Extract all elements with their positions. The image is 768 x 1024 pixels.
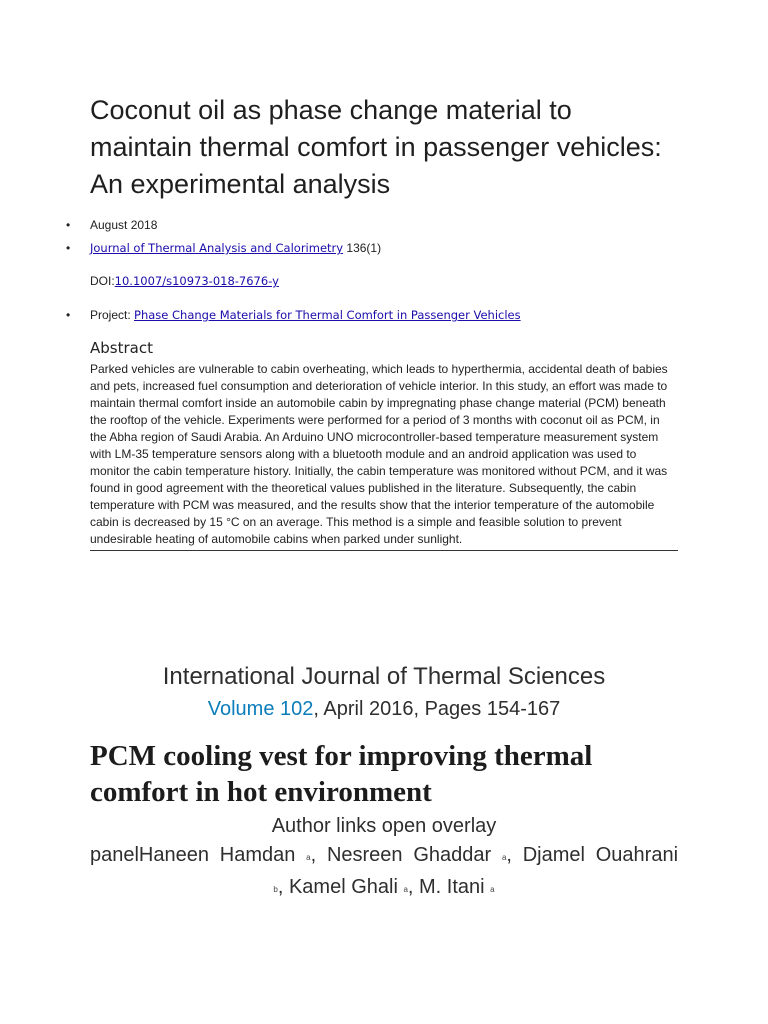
journal-volume-line [0,694,768,724]
author-m-itani[interactable]: , M. Itani [407,876,491,898]
publication-date: August 2018 [90,218,158,232]
bullet-icon: • [66,241,71,255]
journal-link[interactable]: Journal of Thermal Analysis and Calorimetry [90,241,344,255]
authors-line-2 [90,873,678,905]
affiliation-marker[interactable]: a [306,853,311,862]
journal-item [66,240,678,256]
paper-2-section [90,738,678,905]
paper-1-section [66,92,678,551]
paper-2-title: PCM cooling vest for improving thermal comfort in hot environment [90,740,593,808]
author-haneen-hamdan[interactable]: panelHaneen Hamdan [90,844,307,866]
abstract-text: Parked vehicles are vulnerable to cabin overheating, which leads to hyperthermia, accidental death of babies and pets, increased fuel consumption and deterioration of vehicle interior. In this study, an effort was made to maintain thermal comfort inside an automobile cabin by impregnating phase change material (PCM) beneath the rooftop of the vehicle. Experiments were performed for a period of 3 months with coconut oil as PCM, in the Abha region of Saudi Arabia. An Arduino UNO microcontroller-based temperature measurement system with LM-35 temperature sensors along with a bluetooth module and an android application was used to monitor the cabin temperature history. Initially, the cabin temperature was monitored without PCM, and it was found in good agreement with the theoretical values published in the literature. Subsequently, the cabin temperature with PCM was measured, and the results show that the interior temperature of the automobile cabin is decreased by 15 °C on an average. This method is a simple and feasible solution to prevent undesirable heating of automobile cabins when parked under sunlight. [90,361,678,551]
doi-label: DOI: [90,274,115,288]
author-nesreen-ghaddar[interactable]: , Nesreen Ghaddar [310,844,502,866]
author-list [90,812,678,905]
doi-link[interactable]: 10.1007/s10973-018-7676-y [114,274,279,288]
affiliation-marker[interactable]: a [490,885,495,894]
volume-link[interactable]: Volume 102 [207,698,314,720]
bullet-icon: • [66,308,71,322]
authors-line-1 [90,841,678,873]
metadata-list [66,217,678,256]
date-item [66,217,678,233]
journal-issue: 136(1) [343,241,382,255]
paper-title: Coconut oil as phase change material to maintain thermal comfort in passenger vehicles: An experimental analysis [90,95,662,199]
project-list [66,307,678,323]
author-djamel-ouahrani[interactable]: , Djamel Ouahrani [506,844,679,866]
journal-header [0,660,768,724]
journal-name: International Journal of Thermal Sciences [162,663,606,690]
author-kamel-ghali[interactable]: , Kamel Ghali [277,876,404,898]
affiliation-marker[interactable]: a [403,885,408,894]
bullet-icon: • [66,218,71,232]
author-links-label[interactable]: Author links open overlay [271,815,497,837]
doi-line [90,273,678,289]
volume-details: , April 2016, Pages 154-167 [313,698,561,720]
affiliation-marker[interactable]: b [273,885,278,894]
project-link[interactable]: Phase Change Materials for Thermal Comfort in Passenger Vehicles [134,308,521,322]
affiliation-marker[interactable]: a [501,853,507,862]
project-label: Project: [90,308,135,322]
abstract-heading: Abstract [90,339,153,357]
project-item [66,307,678,323]
